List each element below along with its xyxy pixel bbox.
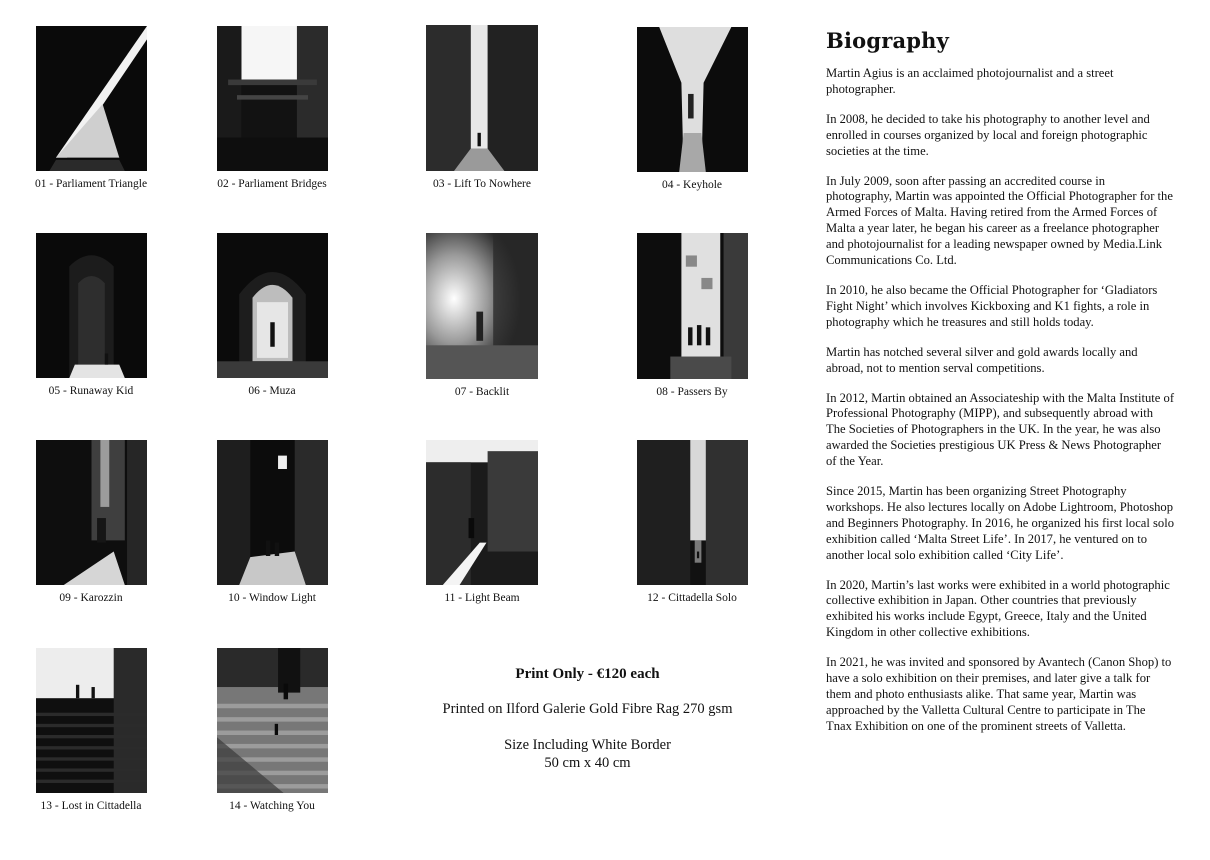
photo-tile-14[interactable]: [187, 648, 357, 812]
photo-tile-10[interactable]: [187, 440, 357, 604]
biography-title: Biography: [826, 28, 950, 53]
photo-tile-08[interactable]: [607, 233, 777, 398]
photo-caption: 08 - Passers By: [656, 386, 728, 398]
print-paper: Printed on Ilford Galerie Gold Fibre Rag 270 gsm: [442, 701, 733, 717]
photo-09[interactable]: [36, 440, 147, 585]
photo-caption: 09 - Karozzin: [59, 592, 123, 604]
bio-paragraph: Martin has notched several silver and gold awards locally and abroad, not to mention serval competitions.: [826, 344, 1138, 375]
photo-caption: 13 - Lost in Cittadella: [40, 800, 142, 812]
photo-07[interactable]: [426, 233, 538, 379]
pricing-info: [415, 666, 760, 772]
photo-caption: 01 - Parliament Triangle: [34, 178, 148, 190]
photo-caption: 10 - Window Light: [228, 592, 316, 604]
photo-tile-12[interactable]: [607, 440, 777, 604]
photo-13[interactable]: [36, 648, 147, 793]
photo-14[interactable]: [217, 648, 328, 793]
bio-paragraph: Since 2015, Martin has been organizing Street Photography workshops. He also lectures locally on Adobe Lightroom, Photoshop and Beginners Photography. In 2016, he organized his first local solo exhibition called ‘Malta Street Life’. In 2017, he ventured on to another local solo exhibition called ‘City Life’.: [826, 484, 1175, 562]
bio-paragraph: Martin Agius is an acclaimed photojournalist and a street photographer.: [826, 66, 1114, 96]
price-title: Print Only - €120 each: [515, 666, 660, 682]
photo-caption: 12 - Cittadella Solo: [647, 592, 737, 604]
photo-caption: 05 - Runaway Kid: [48, 385, 134, 397]
photo-caption: 06 - Muza: [248, 385, 296, 397]
size-value: 50 cm x 40 cm: [544, 755, 631, 771]
bio-paragraph: In 2012, Martin obtained an Associateship with the Malta Institute of Professional Photography (MIPP), and subsequently abroad with The Societies of Photographers in the UK. In the year, he was also awarded the Societies prestigious UK Press & News Photographer of the Year.: [826, 390, 1175, 469]
photo-03[interactable]: [426, 25, 538, 171]
photo-02[interactable]: [217, 26, 328, 171]
photo-tile-01[interactable]: [6, 26, 176, 190]
photo-10[interactable]: [217, 440, 328, 585]
bio-paragraph: In 2010, he also became the Official Photographer for ‘Gladiators Fight Night’ which involves Kickboxing and K1 fights, a role in photography which he treasures and still holds today.: [826, 282, 1158, 329]
photo-tile-11[interactable]: [397, 440, 567, 604]
photo-tile-07[interactable]: [397, 233, 567, 398]
bio-paragraph: In 2021, he was invited and sponsored by Avantech (Canon Shop) to have a solo exhibition on their premises, and later give a talk for them and photo enthusiasts alike. That same year, Martin was approached by the Valletta Cultural Centre to participate in The Tnax Exhibition on one of the prominent streets of Valletta.: [826, 655, 1172, 733]
bio-paragraph: In July 2009, soon after passing an accredited course in photography, Martin was appointed the Official Photographer for the Armed Forces of Malta. Having retired from the Armed Forces of Malta a year later, he began his career as a freelance photographer and photojournalist for a leading newspaper owned by Media.Link Communications Co. Ltd.: [826, 173, 1173, 268]
photo-tile-06[interactable]: [187, 233, 357, 397]
photo-caption: 03 - Lift To Nowhere: [433, 178, 531, 190]
photo-11[interactable]: [426, 440, 538, 585]
photo-tile-13[interactable]: [6, 648, 176, 812]
photo-06[interactable]: [217, 233, 328, 378]
photo-tile-04[interactable]: [607, 27, 777, 191]
photo-caption: 11 - Light Beam: [444, 592, 520, 604]
photo-caption: 07 - Backlit: [454, 386, 510, 398]
bio-paragraph: In 2008, he decided to take his photography to another level and enrolled in courses organized by local and foreign photographic societies at the time.: [826, 111, 1150, 158]
photo-tile-02[interactable]: [187, 26, 357, 190]
photo-caption: 04 - Keyhole: [661, 179, 723, 191]
photo-tile-09[interactable]: [6, 440, 176, 604]
photo-08[interactable]: [637, 233, 748, 379]
photo-05[interactable]: [36, 233, 147, 378]
photo-04[interactable]: [637, 27, 748, 172]
photo-12[interactable]: [637, 440, 748, 585]
bio-paragraph: In 2020, Martin’s last works were exhibited in a world photographic collective exhibition in Japan. Other countries that previously exhibited his works include Egypt, Greece, Italy and the United Kingdom in other collective exhibitions.: [826, 577, 1170, 640]
photo-01[interactable]: [36, 26, 147, 171]
photo-caption: 14 - Watching You: [229, 800, 315, 812]
size-label: Size Including White Border: [504, 737, 671, 753]
biography-section: [826, 28, 1174, 749]
photo-tile-05[interactable]: [6, 233, 176, 397]
photo-caption: 02 - Parliament Bridges: [217, 178, 327, 190]
photo-tile-03[interactable]: [397, 25, 567, 190]
